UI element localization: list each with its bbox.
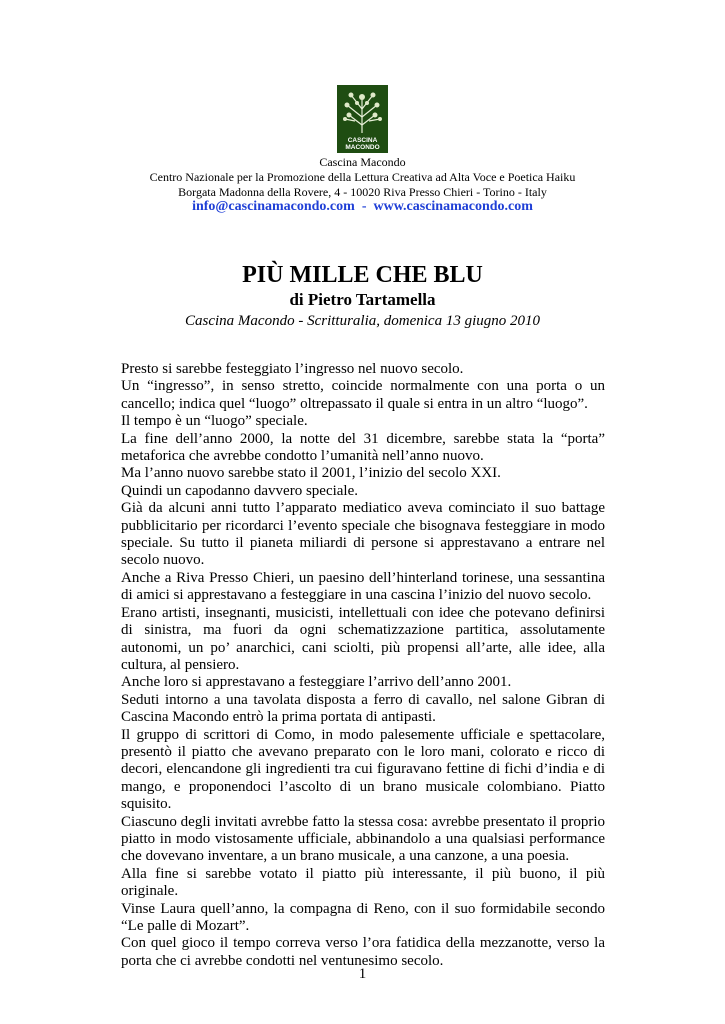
contact-separator: - [361,199,367,214]
org-description: Centro Nazionale per la Promozione della Lettura Creativa ad Alta Voce e Poetica Haiku [149,170,576,184]
contact-line [0,198,725,216]
paragraph: Vinse Laura quell’anno, la compagna di Reno, con il suo formidabile secondo “Le palle di Mozart”. [121,900,605,934]
paragraph: Ciascuno degli invitati avrebbe fatto la stessa cosa: avrebbe presentato il proprio piatto in modo vistosamente ufficiale, abbinandolo a una qualsiasi performance che dovevano inventare, a un brano musicale, a una canzone, a una poesia. [121,813,605,865]
article-title: PIÙ MILLE CHE BLU [242,262,483,288]
page-number: 1 [358,966,367,982]
paragraph: Quindi un capodanno davvero speciale. [121,482,359,499]
tree-icon [337,85,388,153]
cascina-macondo-logo [337,85,388,153]
email-link[interactable]: info@cascinamacondo.com [192,199,355,214]
paragraph: Anche loro si apprestavano a festeggiare l’arrivo dell’anno 2001. [121,674,512,691]
paragraph: Già da alcuni anni tutto l’apparato mediatico aveva cominciato il suo battage pubblicitario per ricordarci l’evento speciale che bisognava festeggiare in modo speciale. Su tutto il pianeta miliardi di persone si apprestavano a entrare nel secolo nuovo. [121,500,605,569]
website-link[interactable]: www.cascinamacondo.com [373,199,533,214]
paragraph: Presto si sarebbe festeggiato l’ingresso nel nuovo secolo. [121,361,464,377]
paragraph: Anche a Riva Presso Chieri, un paesino dell’hinterland torinese, una sessantina di amici si apprestavano a festeggiare in una cascina l’inizio del nuovo secolo. [121,569,605,604]
paragraph: Con quel gioco il tempo correva verso l’ora fatidica della mezzanotte, verso la porta che ci avrebbe condotti nel ventunesimo secolo. [121,935,605,969]
paragraph: Il tempo è un “luogo” speciale. [121,413,308,430]
article-event: Cascina Macondo - Scritturalia, domenica 13 giugno 2010 [185,313,540,329]
svg-text:CASCINA: CASCINA [347,137,378,144]
article-body [121,361,605,970]
paragraph: La fine dell’anno 2000, la notte del 31 dicembre, sarebbe stata la “porta” metaforica che avrebbe condotto l’umanità nell’anno nuovo. [121,430,605,465]
paragraph: Erano artisti, insegnanti, musicisti, intellettuali con idee che potevano definirsi di sinistra, ma fuori da ogni schematizzazione partitica, assolutamente autonomi, un po’ anarchici, cani sciolti, più propensi all’arte, alle idee, alla cultura, al pensiero. [121,604,605,673]
org-address: Borgata Madonna della Rovere, 4 - 10020 Riva Presso Chieri - Torino - Italy [178,185,547,199]
paragraph: Seduti intorno a una tavolata disposta a ferro di cavallo, nel salone Gibran di Cascina Macondo entrò la prima portata di antipasti. [121,691,605,726]
paragraph: Ma l’anno nuovo sarebbe stato il 2001, l’inizio del secolo XXI. [121,465,501,482]
article-author: di Pietro Tartamella [289,290,436,309]
org-name: Cascina Macondo [319,155,406,169]
paragraph: Alla fine si sarebbe votato il piatto più interessante, il più buono, il più originale. [121,865,605,900]
paragraph: Il gruppo di scrittori di Como, in modo palesemente ufficiale e spettacolare, presentò il piatto che avevano preparato con le loro mani, colorato e ricco di decori, elencandone gli ingredienti tra cui figuravano fettine di fichi d’india e di mango, e proponendoci l’ascolto di un brano musicale colombiano. Piatto squisito. [121,726,605,813]
svg-text:MACONDO: MACONDO [345,144,380,151]
paragraph: Un “ingresso”, in senso stretto, coincide normalmente con una porta o un cancello; indica quel “luogo” oltrepassato il quale si entra in un altro “luogo”. [121,378,605,412]
